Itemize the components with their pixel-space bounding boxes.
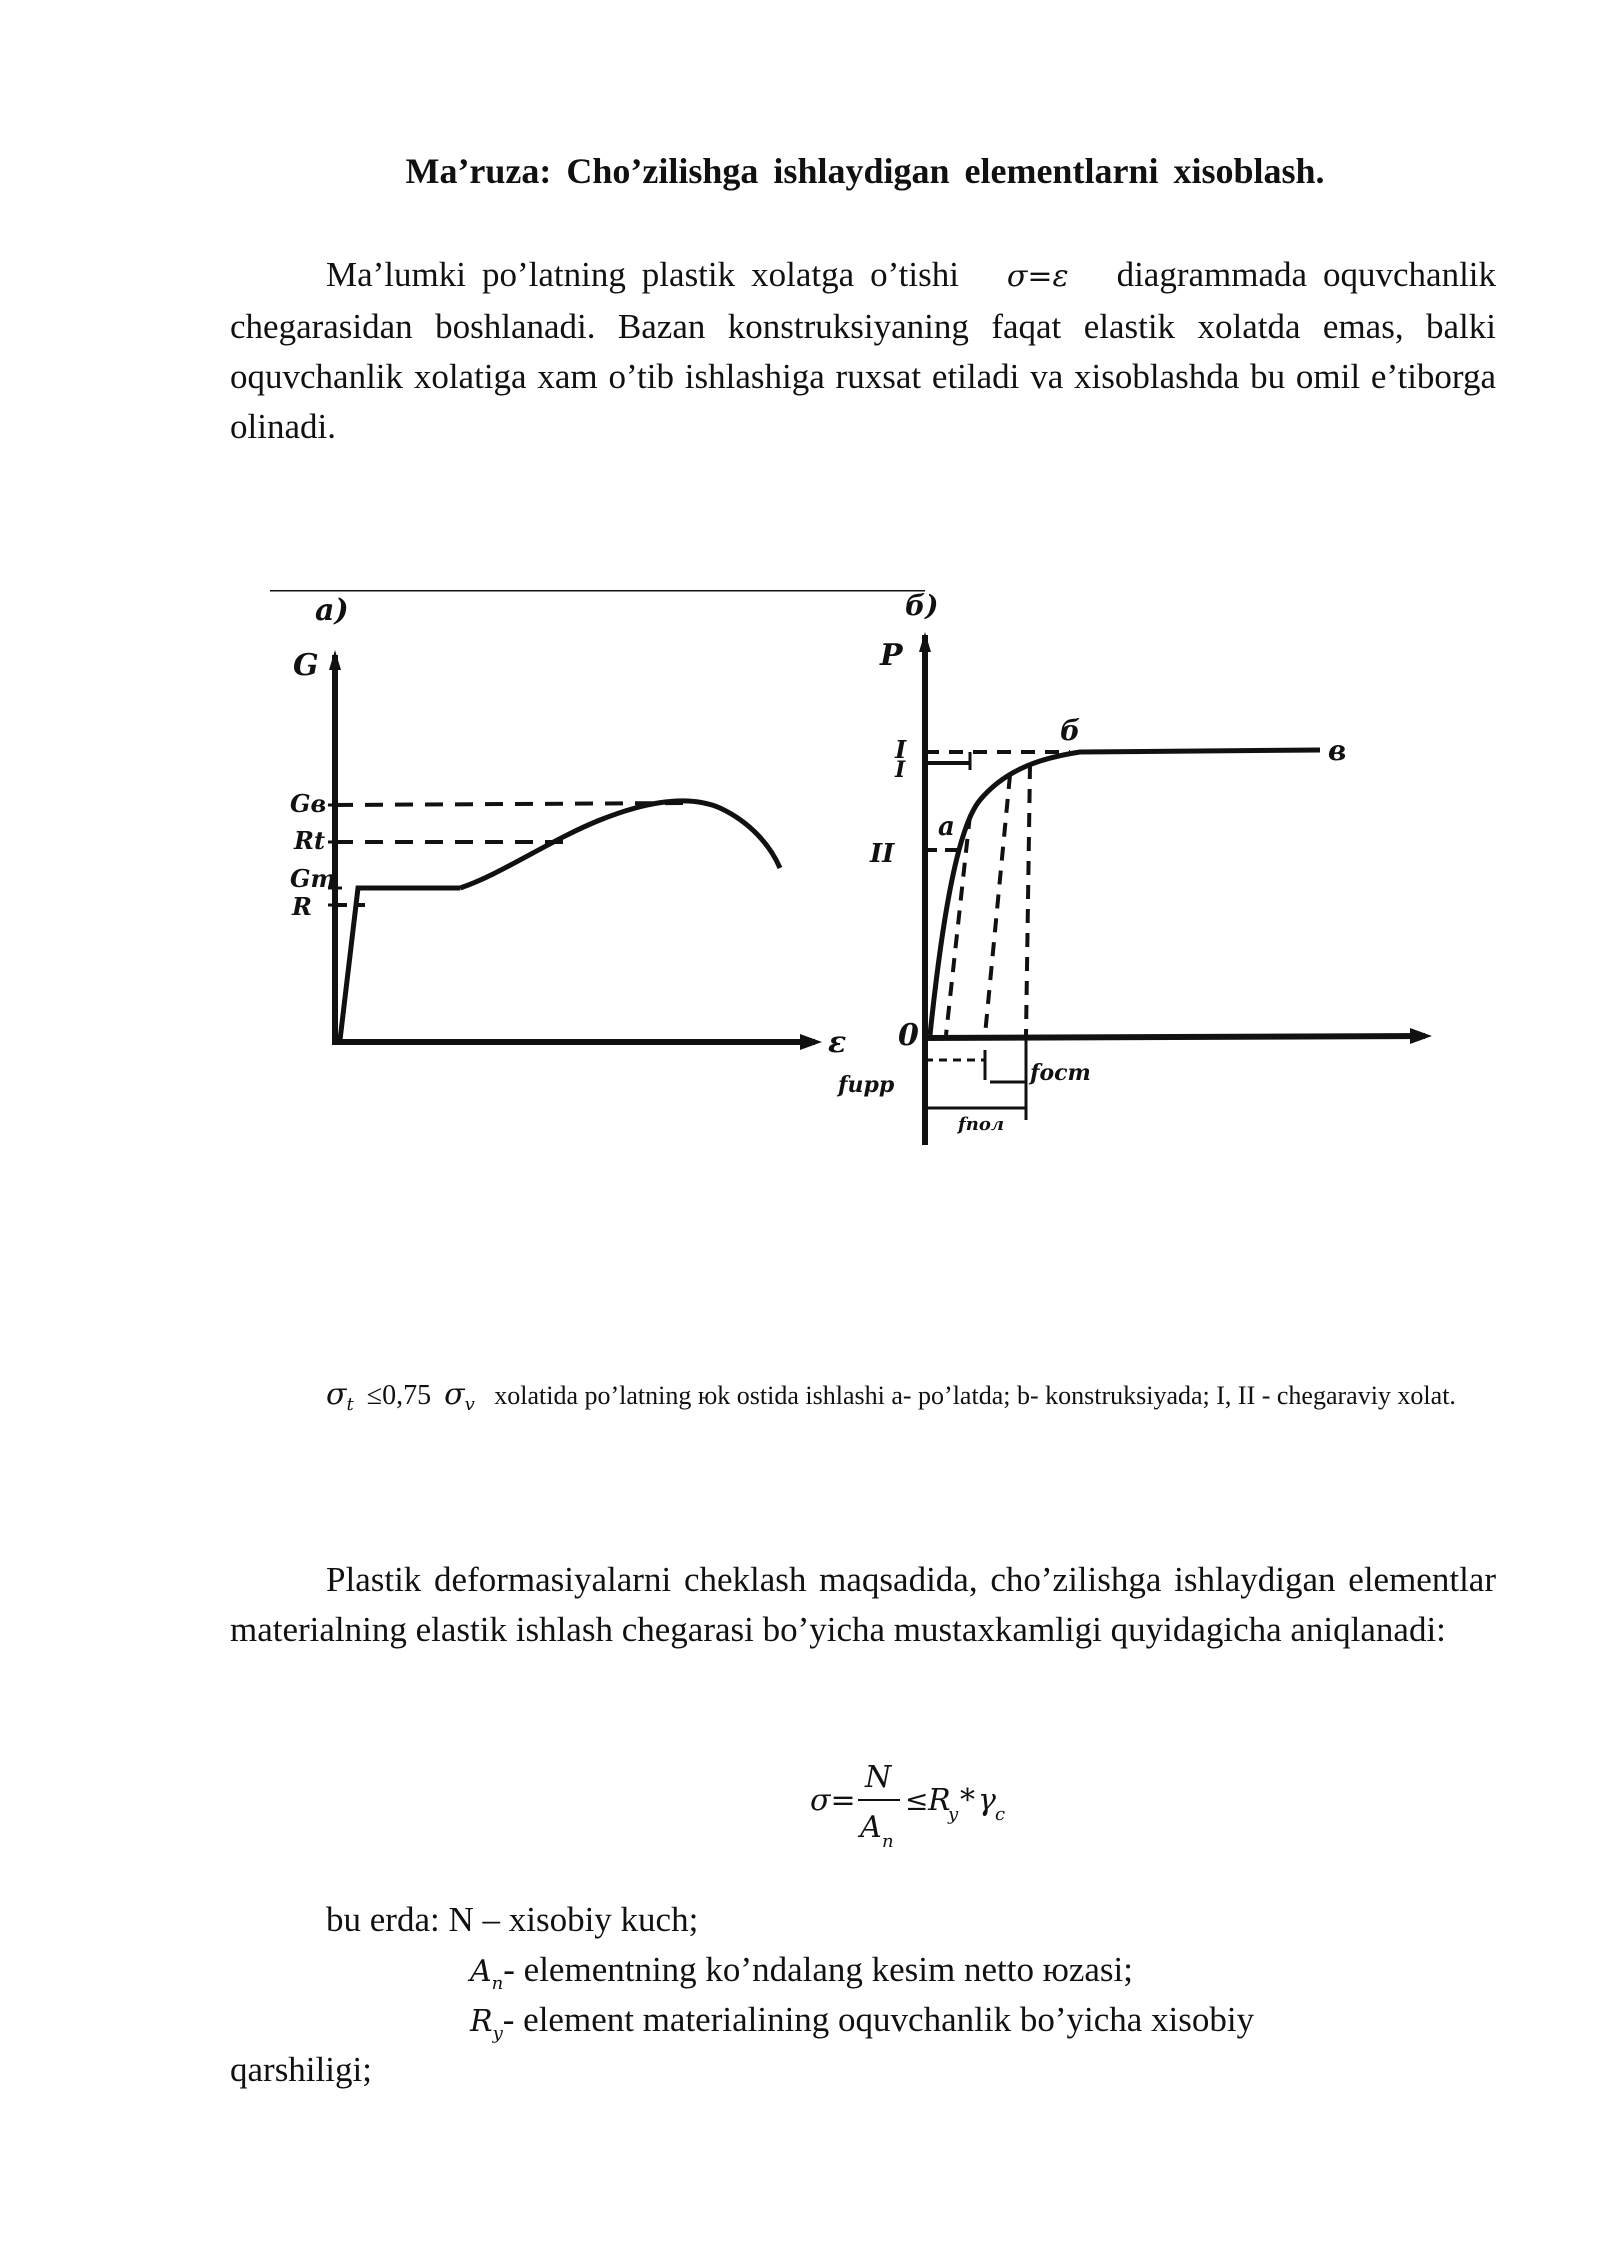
- label-f-upp: fupp: [838, 1072, 895, 1098]
- right-origin-label: 0: [898, 1018, 919, 1053]
- formula-denominator-sub: n: [882, 1831, 894, 1852]
- right-x-axis: [925, 1036, 1425, 1038]
- formula-numerator: N: [865, 1760, 892, 1795]
- label-f-ost: fост: [1030, 1060, 1091, 1086]
- left-diagram: [328, 650, 822, 1050]
- formula-denominator: A: [860, 1810, 882, 1845]
- level-label-r: R: [292, 892, 312, 921]
- level-label-gv: Gв: [290, 789, 327, 818]
- stress-strain-figure: [270, 590, 1440, 1170]
- paragraph-2-text: Plastik deformasiyalarni cheklash maqsadida, cho’zilishga ishlaydigan elementlar materialning elastik ishlash chegarasi bo’yicha mustaxkamligi quyidagicha aniqlanadi:: [230, 1560, 1496, 1649]
- stress-strain-formula: σ=ε: [1006, 259, 1069, 294]
- level-label-i: I: [895, 735, 907, 764]
- formula-times: *: [960, 1783, 975, 1818]
- left-curve: [340, 888, 460, 1040]
- definition-n: bu erda: N – xisobiy kuch;: [326, 1900, 699, 1939]
- an-symbol: A: [470, 1954, 492, 1989]
- left-x-arrow: [800, 1034, 822, 1050]
- an-subscript: n: [491, 1973, 504, 1994]
- strength-formula: [810, 1752, 1030, 1862]
- paragraph-2: [230, 1555, 1496, 1655]
- left-panel-label: a): [315, 593, 349, 628]
- curve-label-v: в: [1328, 734, 1347, 767]
- level-label-gt: Gт: [290, 864, 336, 893]
- intro-paragraph: [230, 250, 1496, 452]
- level-label-i2: I: [895, 757, 906, 783]
- level-label-rt: Rt: [294, 826, 326, 855]
- ry-subscript: y: [492, 2023, 503, 2044]
- lecture-title: Ma’ruza: Cho’zilishga ishlaydigan elementlarni xisoblash.: [405, 151, 1325, 191]
- formula-lhs: σ=: [810, 1783, 856, 1818]
- right-x-arrow: [1410, 1028, 1432, 1044]
- ry-symbol: R: [470, 2004, 493, 2039]
- caption-sigma-v: σ: [444, 1377, 465, 1412]
- caption-sub-t: t: [346, 1394, 354, 1416]
- caption-relation: ≤0,75: [366, 1380, 432, 1411]
- unload-line-2: [985, 775, 1010, 1035]
- left-y-axis-label: G: [293, 648, 319, 683]
- caption-text: xolatida po’latning юk ostida ishlashi a- po’latda; b- konstruksiyada; I, II - chegaraviy xolat.: [494, 1381, 1456, 1410]
- left-y-arrow: [329, 650, 341, 670]
- level-gv-dash: [335, 803, 690, 805]
- intro-text-rest: diagrammada oquvchanlik chegarasidan boshlanadi. Bazan konstruksiyaning faqat elastik xolatda emas, balki oquvchanlik xolatiga xam o’tib ishlashiga ruxsat etiladi va xisoblashda bu omil e’tiborga olinadi.: [230, 255, 1497, 446]
- definition-continuation: qarshiligi;: [230, 2050, 372, 2089]
- formula-gamma: γ: [978, 1783, 996, 1818]
- label-f-pol: fпол: [958, 1114, 1005, 1135]
- caption-sub-v: v: [464, 1394, 475, 1416]
- right-diagram: [270, 590, 1432, 1145]
- formula-gamma-sub: c: [995, 1804, 1006, 1825]
- definition-ry: [470, 1995, 1254, 2059]
- an-text: - elementning ko’ndalang kesim netto юzasi;: [503, 1950, 1133, 1989]
- left-x-axis-label: ε: [828, 1025, 847, 1060]
- unload-line-3: [1026, 765, 1030, 1035]
- formula-r: R: [928, 1783, 951, 1818]
- right-y-axis-label: P: [880, 638, 903, 673]
- formula-r-sub: y: [948, 1804, 959, 1825]
- intro-text-start: Ma’lumki po’latning plastik xolatga o’tishi: [326, 255, 959, 294]
- figure-caption: [230, 1372, 1496, 1428]
- ry-text: - element materialining oquvchanlik bo’yicha xisobiy: [502, 2000, 1255, 2039]
- formula-relation: ≤: [905, 1784, 929, 1817]
- curve-label-a: a: [938, 812, 955, 842]
- right-panel-label: б): [905, 590, 939, 622]
- right-y-arrow: [919, 632, 931, 652]
- curve-label-b: б: [1060, 714, 1081, 747]
- caption-sigma: σ: [326, 1377, 347, 1412]
- level-label-ii: II: [870, 839, 895, 869]
- left-hardening-curve: [460, 801, 780, 888]
